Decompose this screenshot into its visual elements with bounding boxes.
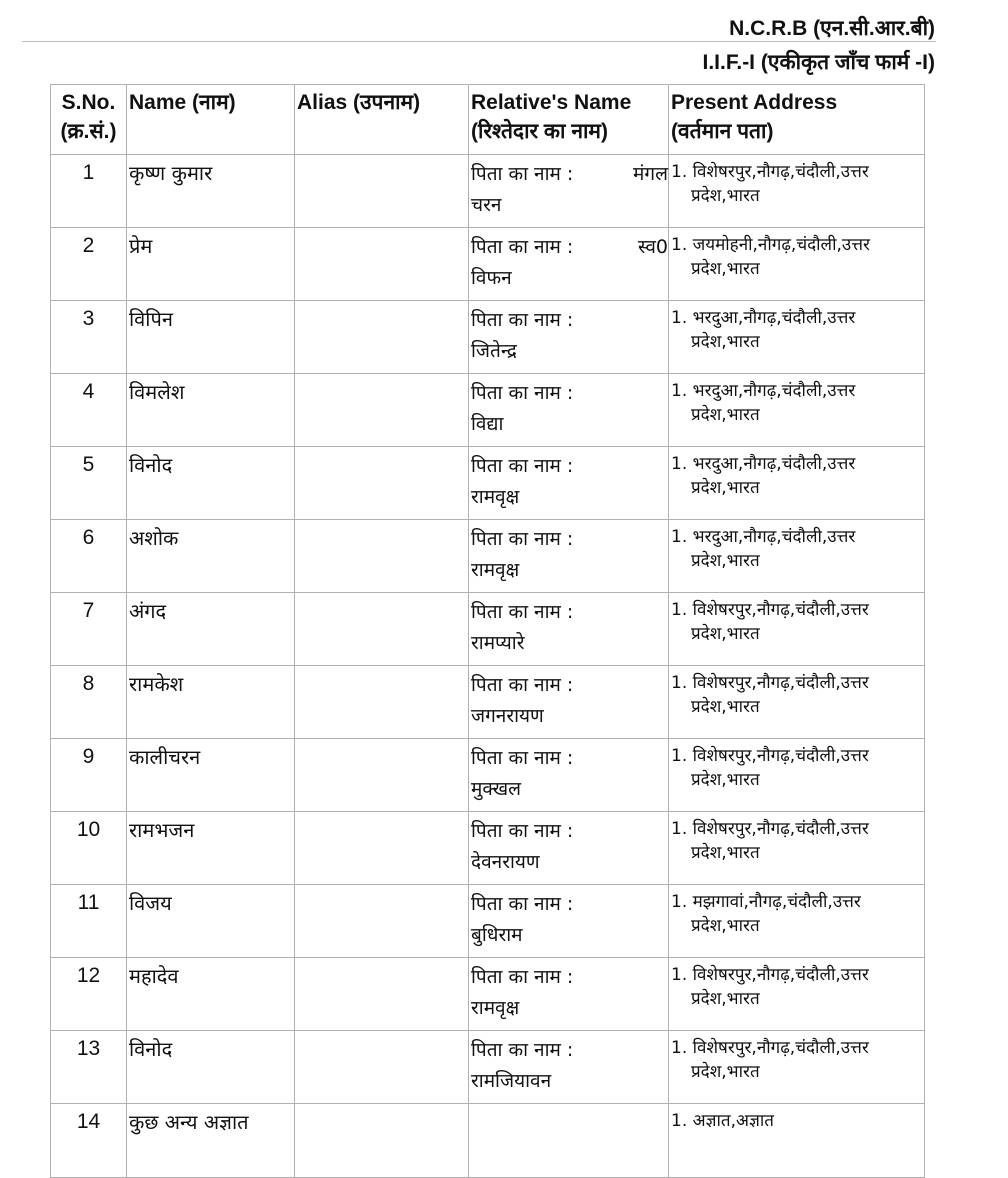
relative-name-part-2: रामप्यारे — [471, 632, 525, 654]
cell-relative — [469, 374, 669, 447]
relative-label: पिता का नाम : — [471, 747, 574, 769]
cell-name: विमलेश — [127, 374, 295, 447]
cell-alias — [295, 958, 469, 1031]
relative-line-1 — [471, 816, 668, 847]
address-line-2: प्रदेश,भारत — [691, 624, 760, 644]
relative-line-1 — [471, 378, 668, 409]
cell-address — [669, 885, 925, 958]
relative-name-part-2: जगनरायण — [471, 705, 544, 727]
cell-alias — [295, 447, 469, 520]
cell-name: कृष्ण कुमार — [127, 155, 295, 228]
cell-relative — [469, 155, 669, 228]
cell-name: रामभजन — [127, 812, 295, 885]
cell-relative — [469, 666, 669, 739]
relative-name-part-2: विफन — [471, 267, 512, 289]
cell-name: अशोक — [127, 520, 295, 593]
relative-name-part-2: देवनरायण — [471, 851, 540, 873]
address-line-1: 1. जयमोहनी,नौगढ़,चंदौली,उत्तर — [671, 235, 870, 255]
cell-sno: 4 — [51, 374, 127, 447]
header-divider — [22, 41, 936, 42]
form-type-title: I.I.F.-I (एकीकृत जाँच फार्म -I) — [702, 51, 935, 74]
address-line-2: प्रदेश,भारत — [691, 478, 760, 498]
address-line-2: प्रदेश,भारत — [691, 770, 760, 790]
relative-line-1 — [471, 159, 668, 190]
address-line-2: प्रदेश,भारत — [691, 259, 760, 279]
relative-name-part-1: स्व0 — [637, 236, 668, 258]
relative-label: पिता का नाम : — [471, 1039, 574, 1061]
cell-alias — [295, 228, 469, 301]
cell-sno: 2 — [51, 228, 127, 301]
relative-line-1 — [471, 232, 668, 263]
table-row — [51, 301, 925, 374]
cell-alias — [295, 155, 469, 228]
cell-sno: 13 — [51, 1031, 127, 1104]
cell-relative — [469, 958, 669, 1031]
cell-sno: 6 — [51, 520, 127, 593]
table-row — [51, 958, 925, 1031]
accused-table — [50, 84, 925, 1178]
relative-label: पिता का नाम : — [471, 528, 574, 550]
cell-sno: 11 — [51, 885, 127, 958]
cell-name: रामकेश — [127, 666, 295, 739]
cell-address — [669, 1031, 925, 1104]
cell-alias — [295, 520, 469, 593]
table-row — [51, 885, 925, 958]
cell-alias — [295, 739, 469, 812]
table-header-row — [51, 85, 925, 155]
cell-address — [669, 447, 925, 520]
cell-address — [669, 228, 925, 301]
cell-relative — [469, 1031, 669, 1104]
column-header-relative — [469, 85, 669, 155]
cell-name: विनोद — [127, 447, 295, 520]
cell-address — [669, 958, 925, 1031]
cell-sno: 12 — [51, 958, 127, 1031]
address-line-1: 1. विशेषरपुर,नौगढ़,चंदौली,उत्तर — [671, 819, 869, 839]
relative-name-part-2: रामवृक्ष — [471, 997, 520, 1019]
address-line-1: 1. विशेषरपुर,नौगढ़,चंदौली,उत्तर — [671, 965, 869, 985]
cell-relative — [469, 593, 669, 666]
address-line-1: 1. विशेषरपुर,नौगढ़,चंदौली,उत्तर — [671, 600, 869, 620]
cell-address — [669, 739, 925, 812]
table-row — [51, 447, 925, 520]
cell-relative — [469, 885, 669, 958]
column-header-relative-hi: (रिश्तेदार का नाम) — [471, 120, 608, 143]
table-row — [51, 593, 925, 666]
column-header-sno-hi: (क्र.सं.) — [60, 120, 117, 143]
address-line-2: प्रदेश,भारत — [691, 843, 760, 863]
address-line-1: 1. विशेषरपुर,नौगढ़,चंदौली,उत्तर — [671, 1038, 869, 1058]
table-row — [51, 155, 925, 228]
cell-relative — [469, 447, 669, 520]
relative-name-part-1: मंगल — [633, 163, 668, 185]
address-line-2: प्रदेश,भारत — [691, 405, 760, 425]
address-line-2: प्रदेश,भारत — [691, 332, 760, 352]
cell-relative — [469, 301, 669, 374]
relative-label: पिता का नाम : — [471, 309, 574, 331]
cell-sno: 14 — [51, 1104, 127, 1178]
table-row — [51, 739, 925, 812]
cell-sno: 5 — [51, 447, 127, 520]
cell-name: विजय — [127, 885, 295, 958]
table-row — [51, 520, 925, 593]
relative-name-part-2: मुक्खल — [471, 778, 522, 800]
cell-address — [669, 520, 925, 593]
relative-label: पिता का नाम : — [471, 236, 574, 258]
cell-sno: 3 — [51, 301, 127, 374]
cell-name: महादेव — [127, 958, 295, 1031]
cell-address — [669, 374, 925, 447]
relative-name-part-2: चरन — [471, 194, 502, 216]
address-line-1: 1. भरदुआ,नौगढ़,चंदौली,उत्तर — [671, 381, 856, 401]
relative-line-1 — [471, 451, 668, 482]
relative-label: पिता का नाम : — [471, 382, 574, 404]
cell-name: कालीचरन — [127, 739, 295, 812]
column-header-alias — [295, 85, 469, 155]
relative-line-1 — [471, 962, 668, 993]
cell-address — [669, 812, 925, 885]
relative-line-1 — [471, 743, 668, 774]
cell-name: विनोद — [127, 1031, 295, 1104]
cell-relative — [469, 739, 669, 812]
table-row — [51, 666, 925, 739]
cell-alias — [295, 1031, 469, 1104]
cell-alias — [295, 885, 469, 958]
relative-label: पिता का नाम : — [471, 893, 574, 915]
relative-name-part-2: विद्या — [471, 413, 504, 435]
relative-line-1 — [471, 889, 668, 920]
table-row — [51, 228, 925, 301]
address-line-1: 1. भरदुआ,नौगढ़,चंदौली,उत्तर — [671, 454, 856, 474]
address-line-2: प्रदेश,भारत — [691, 916, 760, 936]
cell-sno: 7 — [51, 593, 127, 666]
cell-address — [669, 155, 925, 228]
cell-sno: 9 — [51, 739, 127, 812]
column-header-name-label: Name (नाम) — [129, 91, 236, 114]
table-row — [51, 1031, 925, 1104]
relative-name-part-2: रामवृक्ष — [471, 559, 520, 581]
relative-line-1 — [471, 1035, 668, 1066]
column-header-relative-en: Relative's Name — [471, 91, 632, 114]
cell-relative — [469, 228, 669, 301]
relative-name-part-2: रामवृक्ष — [471, 486, 520, 508]
cell-sno: 10 — [51, 812, 127, 885]
address-line-1: 1. भरदुआ,नौगढ़,चंदौली,उत्तर — [671, 308, 856, 328]
cell-name: कुछ अन्य अज्ञात — [127, 1104, 295, 1178]
cell-sno: 8 — [51, 666, 127, 739]
cell-address — [669, 301, 925, 374]
table-body — [51, 155, 925, 1178]
page-cut-edge — [22, 1108, 922, 1120]
table-row — [51, 374, 925, 447]
relative-line-1 — [471, 524, 668, 555]
address-line-1: 1. मझगावां,नौगढ़,चंदौली,उत्तर — [671, 892, 861, 912]
column-header-name — [127, 85, 295, 155]
cell-name: प्रेम — [127, 228, 295, 301]
relative-name-part-2: रामजियावन — [471, 1070, 552, 1092]
column-header-alias-label: Alias (उपनाम) — [297, 91, 421, 114]
relative-label: पिता का नाम : — [471, 674, 574, 696]
relative-label: पिता का नाम : — [471, 966, 574, 988]
cell-alias — [295, 812, 469, 885]
relative-label: पिता का नाम : — [471, 820, 574, 842]
address-line-2: प्रदेश,भारत — [691, 551, 760, 571]
table-row — [51, 812, 925, 885]
cell-alias — [295, 301, 469, 374]
relative-name-part-2: बुधिराम — [471, 924, 523, 946]
column-header-address — [669, 85, 925, 155]
cell-alias — [295, 374, 469, 447]
address-line-1: 1. भरदुआ,नौगढ़,चंदौली,उत्तर — [671, 527, 856, 547]
column-header-address-en: Present Address — [671, 91, 838, 114]
column-header-address-hi: (वर्तमान पता) — [671, 120, 774, 143]
relative-line-1 — [471, 305, 668, 336]
cell-relative — [469, 520, 669, 593]
address-line-2: प्रदेश,भारत — [691, 989, 760, 1009]
relative-label: पिता का नाम : — [471, 163, 574, 185]
relative-name-part-2: जितेन्द्र — [471, 340, 517, 362]
column-header-sno — [51, 85, 127, 155]
cell-name: विपिन — [127, 301, 295, 374]
relative-label: पिता का नाम : — [471, 601, 574, 623]
address-line-2: प्रदेश,भारत — [691, 186, 760, 206]
cell-alias — [295, 666, 469, 739]
cell-address — [669, 593, 925, 666]
relative-label: पिता का नाम : — [471, 455, 574, 477]
address-line-1: 1. अज्ञात,अज्ञात — [671, 1111, 774, 1131]
address-line-1: 1. विशेषरपुर,नौगढ़,चंदौली,उत्तर — [671, 673, 869, 693]
address-line-2: प्रदेश,भारत — [691, 1062, 760, 1082]
relative-line-1 — [471, 597, 668, 628]
address-line-2: प्रदेश,भारत — [691, 697, 760, 717]
address-line-1: 1. विशेषरपुर,नौगढ़,चंदौली,उत्तर — [671, 746, 869, 766]
cell-name: अंगद — [127, 593, 295, 666]
form-agency-title: N.C.R.B (एन.सी.आर.बी) — [729, 17, 935, 40]
column-header-sno-en: S.No. — [61, 91, 116, 114]
address-line-1: 1. विशेषरपुर,नौगढ़,चंदौली,उत्तर — [671, 162, 869, 182]
cell-address — [669, 666, 925, 739]
cell-relative — [469, 812, 669, 885]
relative-line-1 — [471, 670, 668, 701]
cell-sno: 1 — [51, 155, 127, 228]
cell-alias — [295, 593, 469, 666]
